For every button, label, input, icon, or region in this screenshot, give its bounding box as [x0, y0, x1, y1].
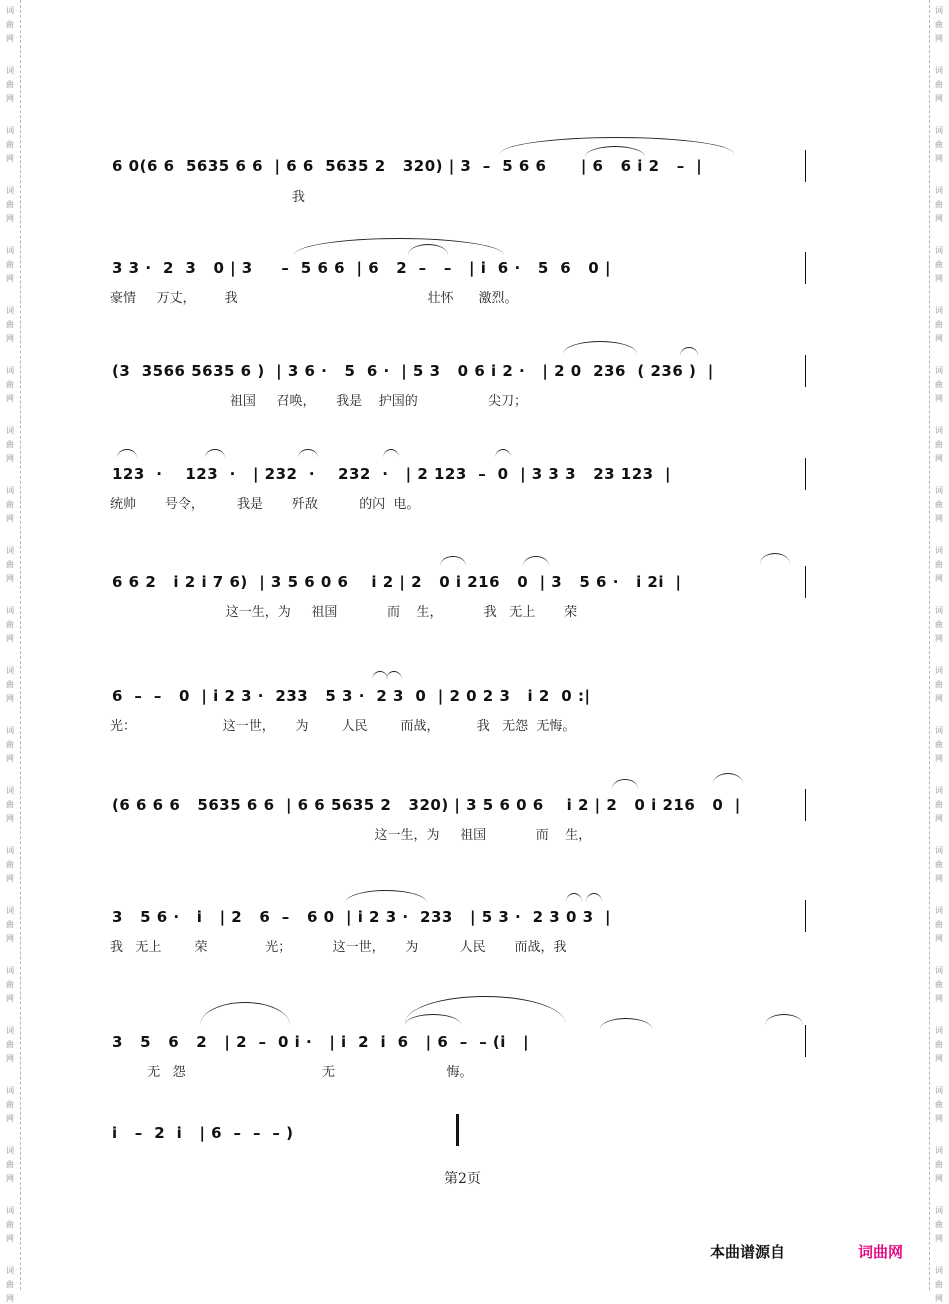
watermark-char: 词	[935, 1026, 943, 1035]
watermark-char: 网	[935, 1234, 943, 1243]
watermark-char: 网	[935, 214, 943, 223]
watermark-char: 词	[6, 186, 14, 195]
watermark-char: 网	[935, 94, 943, 103]
slur	[713, 773, 743, 784]
watermark-char: 曲	[935, 80, 943, 89]
watermark-char: 曲	[935, 1160, 943, 1169]
watermark-char: 词	[6, 726, 14, 735]
barline	[805, 1025, 806, 1057]
slur	[765, 1014, 803, 1025]
score-line-2-notes: 3 3 · 2 3 0 | 3 – 5 6 6 | 6 2 – – | i 6 · 5 6 0 |	[112, 259, 611, 277]
watermark-char: 词	[6, 426, 14, 435]
barline	[805, 458, 806, 490]
watermark-char: 词	[6, 1146, 14, 1155]
watermark-char: 曲	[935, 1100, 943, 1109]
watermark-char: 曲	[935, 800, 943, 809]
watermark-char: 曲	[6, 380, 14, 389]
slur	[566, 893, 582, 902]
watermark-char: 曲	[6, 80, 14, 89]
watermark-char: 网	[6, 934, 14, 943]
footer-source-label: 本曲谱源自	[710, 1243, 786, 1261]
watermark-char: 网	[6, 1114, 14, 1123]
score-line-7-lyrics: 这一生，为 祖国 而 生，	[110, 828, 592, 843]
score-line-10-notes: i – 2 i | 6 – – – )	[112, 1124, 294, 1142]
watermark-char: 网	[6, 694, 14, 703]
watermark-char: 网	[935, 574, 943, 583]
barline	[805, 252, 806, 284]
watermark-char: 词	[6, 966, 14, 975]
slur	[612, 779, 638, 789]
watermark-char: 网	[6, 94, 14, 103]
watermark-char: 曲	[935, 380, 943, 389]
slur	[117, 449, 137, 458]
watermark-char: 词	[6, 1266, 14, 1275]
watermark-char: 曲	[935, 980, 943, 989]
watermark-char: 词	[935, 726, 943, 735]
watermark-char: 曲	[6, 1280, 14, 1289]
watermark-char: 词	[935, 366, 943, 375]
watermark-char: 网	[935, 514, 943, 523]
watermark-char: 词	[935, 1266, 943, 1275]
slur	[760, 553, 790, 564]
left-dashed-border	[20, 0, 21, 1290]
watermark-char: 网	[6, 34, 14, 43]
watermark-char: 词	[935, 426, 943, 435]
watermark-char: 词	[6, 1086, 14, 1095]
watermark-char: 网	[6, 1054, 14, 1063]
score-line-3-lyrics: 祖国 召唤， 我是 护国的 尖刀；	[110, 394, 527, 409]
watermark-char: 词	[935, 246, 943, 255]
watermark-char: 曲	[6, 500, 14, 509]
footer-site-link[interactable]: 词曲网	[858, 1243, 904, 1261]
watermark-char: 词	[935, 486, 943, 495]
watermark-char: 词	[6, 606, 14, 615]
watermark-char: 网	[6, 334, 14, 343]
slur	[586, 893, 602, 902]
watermark-char: 词	[6, 66, 14, 75]
watermark-char: 网	[6, 814, 14, 823]
slur	[298, 449, 318, 458]
watermark-char: 曲	[935, 440, 943, 449]
slur	[345, 890, 427, 903]
watermark-char: 曲	[6, 920, 14, 929]
watermark-char: 曲	[6, 1100, 14, 1109]
watermark-char: 词	[6, 126, 14, 135]
watermark-char: 词	[935, 546, 943, 555]
score-line-9-lyrics: 无 怨 无 悔。	[110, 1065, 473, 1080]
barline	[805, 566, 806, 598]
watermark-char: 网	[935, 874, 943, 883]
watermark-char: 词	[935, 966, 943, 975]
watermark-char: 网	[935, 1054, 943, 1063]
watermark-char: 曲	[6, 800, 14, 809]
watermark-char: 曲	[6, 1220, 14, 1229]
watermark-char: 曲	[935, 920, 943, 929]
watermark-char: 词	[935, 786, 943, 795]
slur	[600, 1018, 652, 1029]
score-line-4-lyrics: 统帅 号令， 我是 歼敌 的闪 电。	[110, 497, 420, 512]
watermark-char: 曲	[935, 1040, 943, 1049]
score-line-8-notes: 3 5 6 · i | 2 6 – 6 0 | i 2 3 · 233 | 5 3 · 2 3 0 3 |	[112, 908, 611, 926]
watermark-char: 网	[6, 994, 14, 1003]
watermark-char: 曲	[935, 740, 943, 749]
watermark-char: 曲	[6, 560, 14, 569]
watermark-char: 词	[6, 1026, 14, 1035]
score-line-5-lyrics: 这一生，为 祖国 而 生， 我 无上 荣	[110, 605, 578, 620]
watermark-char: 词	[935, 306, 943, 315]
watermark-char: 网	[6, 454, 14, 463]
watermark-char: 网	[6, 154, 14, 163]
watermark-char: 网	[935, 994, 943, 1003]
watermark-char: 曲	[935, 320, 943, 329]
watermark-char: 曲	[6, 980, 14, 989]
watermark-char: 曲	[935, 860, 943, 869]
watermark-char: 曲	[935, 20, 943, 29]
barline	[805, 900, 806, 932]
score-line-9-notes: 3 5 6 2 | 2 – 0 i · | i 2 i 6 | 6 – – (i |	[112, 1033, 530, 1051]
watermark-char: 网	[935, 694, 943, 703]
watermark-char: 词	[935, 1086, 943, 1095]
watermark-char: 网	[935, 454, 943, 463]
watermark-char: 网	[6, 1174, 14, 1183]
watermark-char: 网	[935, 154, 943, 163]
watermark-char: 词	[935, 666, 943, 675]
watermark-char: 网	[935, 634, 943, 643]
slur	[440, 556, 466, 566]
watermark-char: 网	[6, 274, 14, 283]
score-line-7-notes: (6 6 6 6 5635 6 6 | 6 6 5635 2 320) | 3 5 6 0 6 i 2 | 2 0 i 216 0 |	[112, 796, 741, 814]
watermark-char: 网	[6, 874, 14, 883]
watermark-char: 词	[935, 126, 943, 135]
watermark-char: 词	[6, 246, 14, 255]
slur	[294, 238, 504, 255]
watermark-char: 词	[6, 6, 14, 15]
watermark-char: 曲	[6, 1040, 14, 1049]
score-line-8-lyrics: 我 无上 荣 光； 这一世， 为 人民 而战，我	[110, 940, 567, 955]
watermark-char: 词	[935, 1146, 943, 1155]
slur	[205, 449, 225, 458]
watermark-char: 曲	[6, 140, 14, 149]
watermark-char: 词	[935, 6, 943, 15]
watermark-char: 词	[6, 786, 14, 795]
score-line-1-lyrics: 我	[110, 190, 305, 205]
score-line-6-notes: 6 – – 0 | i 2 3 · 233 5 3 · 2 3 0 | 2 0 2 3 i 2 0 :|	[112, 687, 591, 705]
watermark-char: 词	[6, 486, 14, 495]
watermark-char: 网	[6, 574, 14, 583]
watermark-char: 词	[6, 546, 14, 555]
slur	[200, 1002, 290, 1025]
watermark-char: 曲	[6, 440, 14, 449]
watermark-char: 词	[935, 186, 943, 195]
watermark-char: 曲	[6, 620, 14, 629]
watermark-char: 网	[6, 634, 14, 643]
watermark-char: 网	[935, 274, 943, 283]
page-number: 第2页	[444, 1171, 481, 1187]
watermark-char: 网	[6, 754, 14, 763]
watermark-char: 词	[935, 66, 943, 75]
score-line-6-lyrics: 光： 这一世， 为 人民 而战， 我 无怨 无悔。	[110, 719, 576, 734]
watermark-char: 网	[6, 514, 14, 523]
watermark-char: 曲	[935, 500, 943, 509]
watermark-char: 曲	[935, 1220, 943, 1229]
watermark-char: 词	[935, 906, 943, 915]
watermark-char: 词	[6, 906, 14, 915]
score-line-3-notes: (3 3566 5635 6 ) | 3 6 · 5 6 · | 5 3 0 6 i 2 · | 2 0 236 ( 236 ) |	[112, 362, 714, 380]
watermark-char: 网	[6, 214, 14, 223]
slur	[523, 556, 549, 566]
watermark-char: 曲	[6, 20, 14, 29]
right-dashed-border	[929, 0, 930, 1290]
barline	[805, 355, 806, 387]
watermark-char: 网	[6, 1294, 14, 1303]
watermark-char: 词	[6, 306, 14, 315]
watermark-char: 网	[935, 334, 943, 343]
watermark-char: 词	[6, 846, 14, 855]
slur	[563, 341, 637, 354]
watermark-char: 曲	[6, 260, 14, 269]
watermark-char: 网	[935, 34, 943, 43]
watermark-char: 曲	[6, 320, 14, 329]
watermark-char: 曲	[935, 200, 943, 209]
watermark-char: 词	[6, 666, 14, 675]
watermark-char: 词	[6, 366, 14, 375]
slur	[495, 449, 511, 458]
watermark-char: 词	[935, 846, 943, 855]
watermark-char: 曲	[935, 620, 943, 629]
watermark-char: 曲	[6, 740, 14, 749]
watermark-char: 网	[935, 814, 943, 823]
watermark-char: 曲	[935, 140, 943, 149]
slur	[386, 671, 402, 680]
watermark-char: 词	[935, 606, 943, 615]
watermark-char: 曲	[6, 680, 14, 689]
watermark-char: 曲	[935, 680, 943, 689]
score-line-2-lyrics: 豪情 万丈， 我 壮怀 激烈。	[110, 291, 518, 306]
watermark-char: 网	[6, 394, 14, 403]
watermark-char: 曲	[935, 560, 943, 569]
watermark-char: 曲	[6, 1160, 14, 1169]
watermark-char: 网	[935, 754, 943, 763]
score-line-4-notes: 123 · 123 · | 232 · 232 · | 2 123 – 0 | 3 3 3 23 123 |	[112, 465, 672, 483]
watermark-char: 网	[935, 1174, 943, 1183]
watermark-char: 网	[935, 934, 943, 943]
watermark-char: 网	[6, 1234, 14, 1243]
watermark-char: 曲	[6, 200, 14, 209]
score-line-5-notes: 6 6 2 i 2 i 7 6) | 3 5 6 0 6 i 2 | 2 0 i 216 0 | 3 5 6 · i 2i |	[112, 573, 682, 591]
final-barline	[456, 1114, 459, 1146]
watermark-char: 网	[935, 394, 943, 403]
watermark-char: 网	[935, 1294, 943, 1303]
watermark-char: 词	[935, 1206, 943, 1215]
barline	[805, 150, 806, 182]
slur	[383, 449, 399, 458]
barline	[805, 789, 806, 821]
score-line-1-notes: 6 0(6 6 5635 6 6 | 6 6 5635 2 320) | 3 – 5 6 6 | 6 6 i 2 – |	[112, 157, 703, 175]
watermark-char: 曲	[935, 260, 943, 269]
watermark-char: 网	[935, 1114, 943, 1123]
watermark-char: 词	[6, 1206, 14, 1215]
watermark-char: 曲	[935, 1280, 943, 1289]
slur	[680, 347, 698, 356]
watermark-char: 曲	[6, 860, 14, 869]
